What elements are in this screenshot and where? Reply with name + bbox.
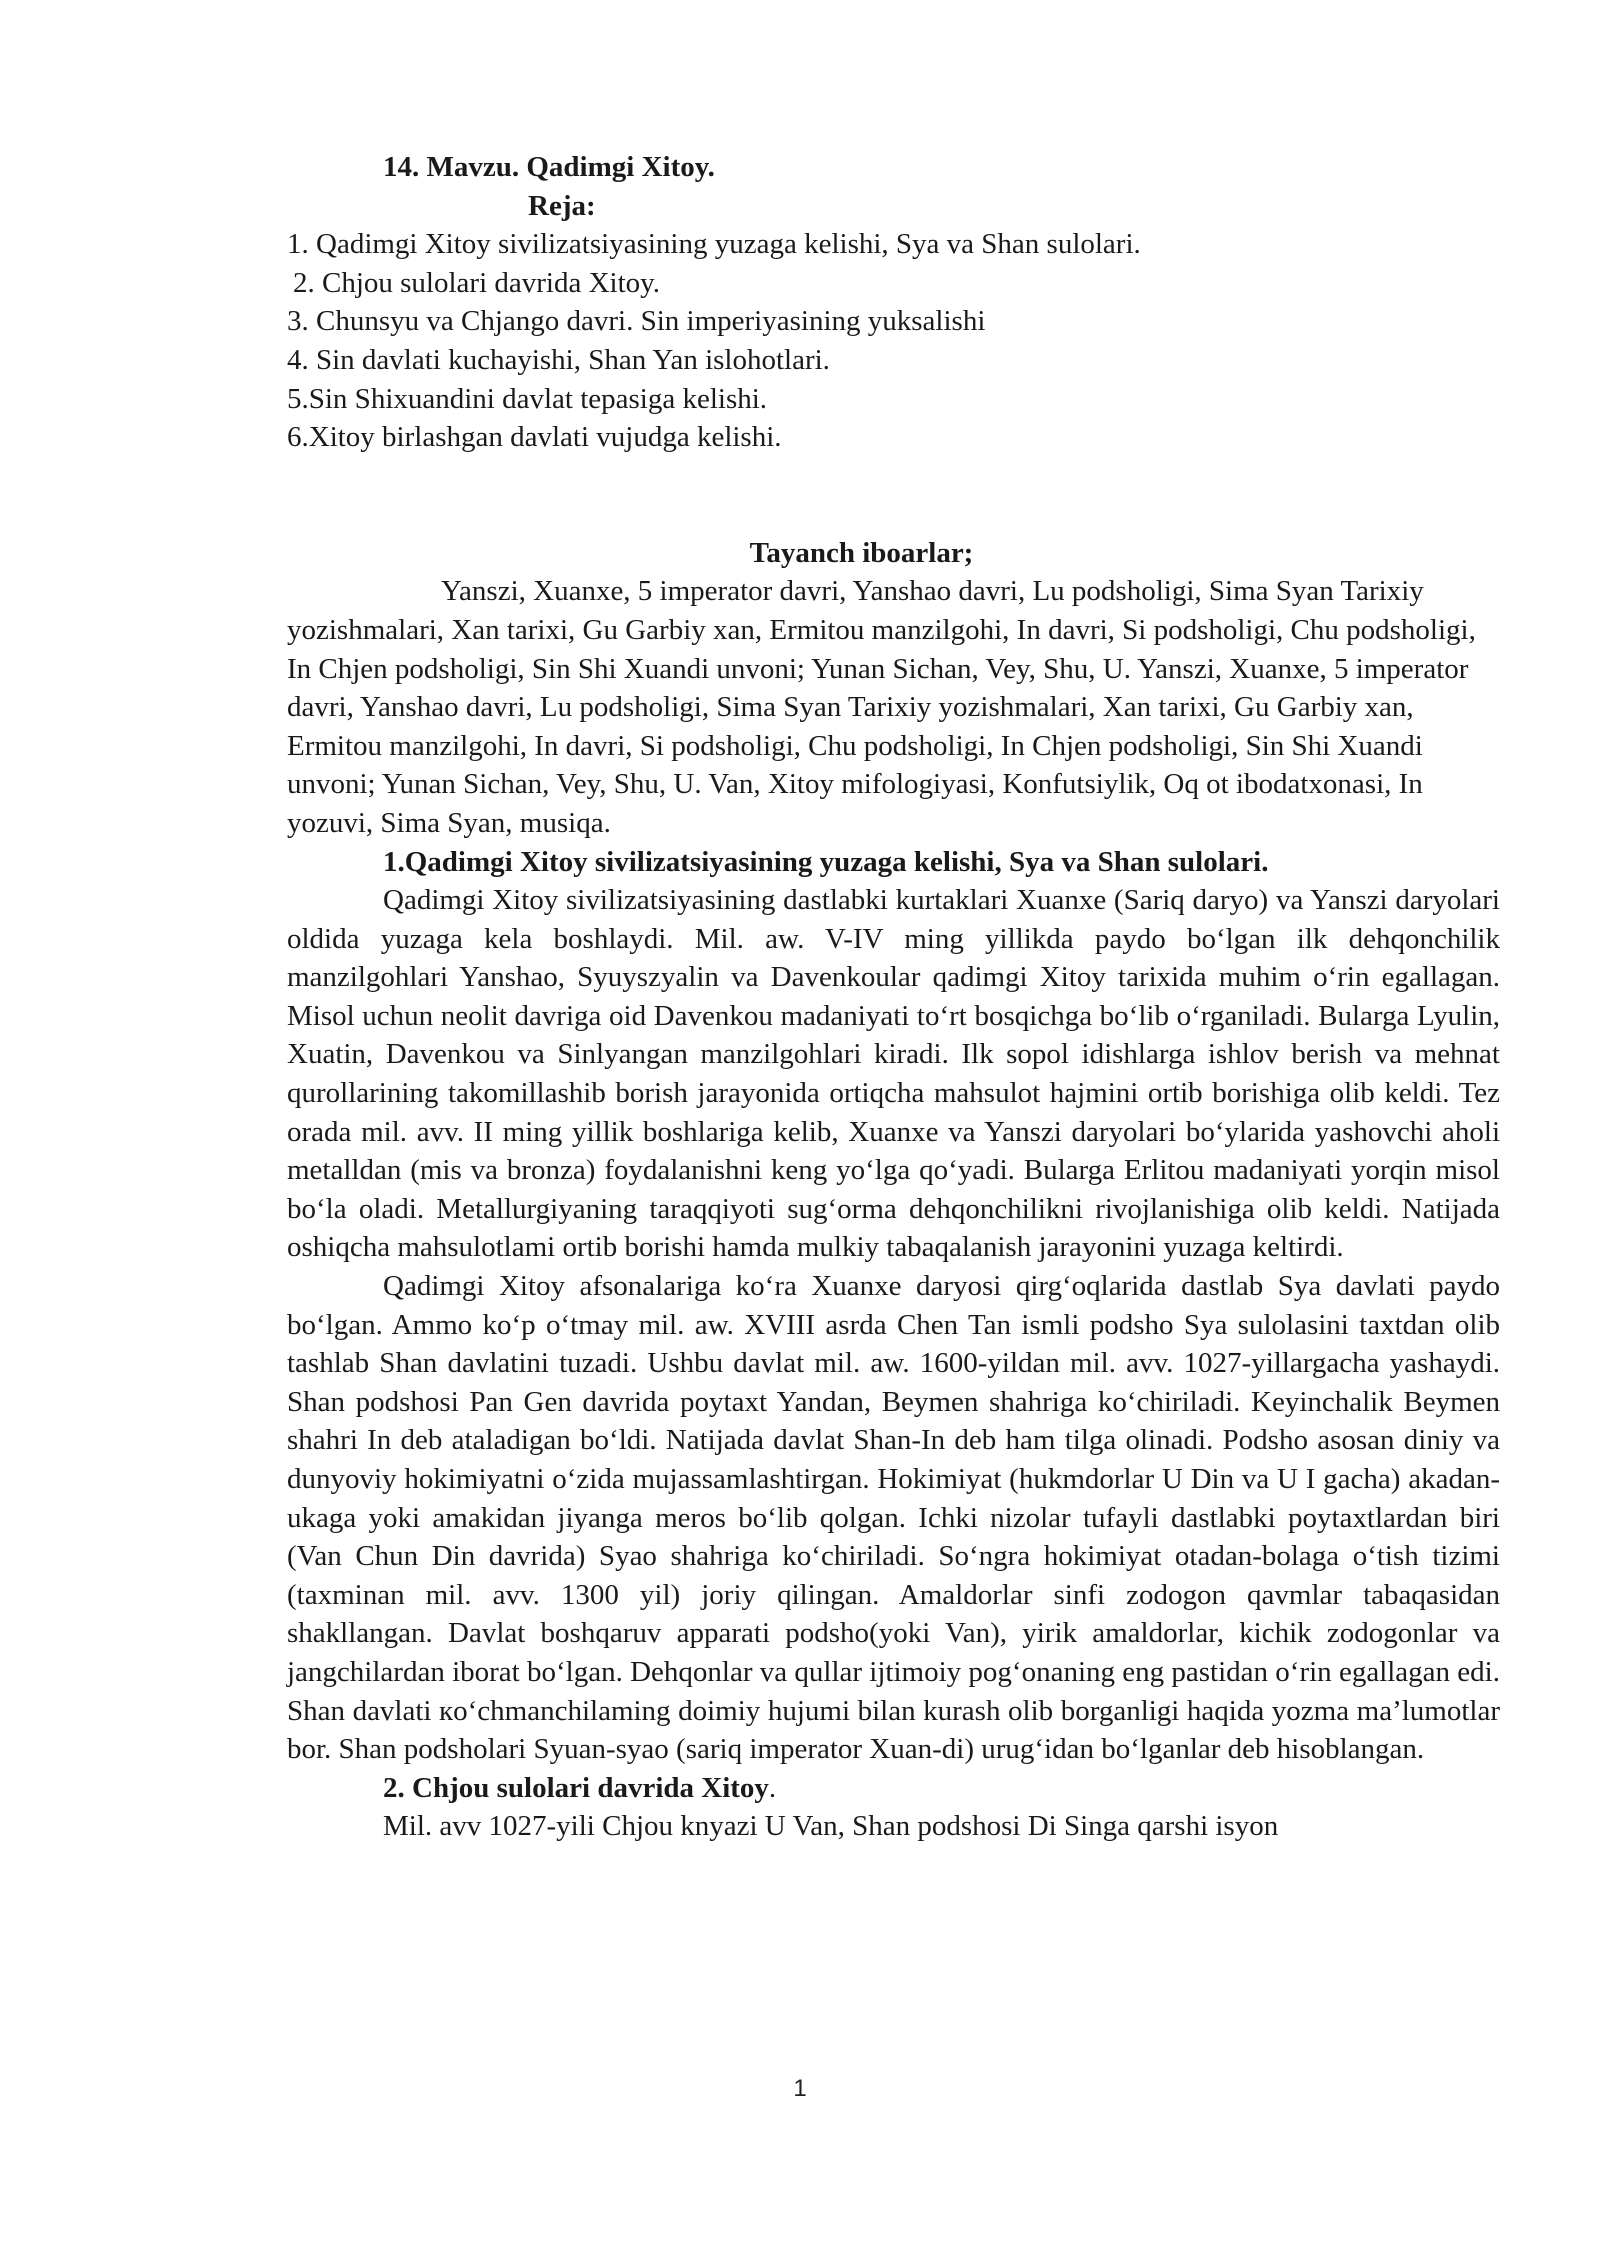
plan-item: 1. Qadimgi Xitoy sivilizatsiyasining yuzaga kelishi, Sya va Shan sulolari. bbox=[287, 228, 1141, 261]
plan-item: 4. Sin davlati kuchayishi, Shan Yan islohotlari. bbox=[287, 343, 830, 376]
document-title: 14. Mavzu. Qadimgi Xitoy. bbox=[383, 151, 715, 183]
plan-item: 6.Xitoy birlashgan davlati vujudga kelishi. bbox=[287, 421, 782, 454]
page-number: 1 bbox=[793, 2075, 807, 2102]
plan-label: Reja: bbox=[528, 189, 596, 222]
plan-item: 5.Sin Shixuandini davlat tepasiga kelishi. bbox=[287, 382, 768, 415]
plan-item: 3. Chunsyu va Chjango davri. Sin imperiyasining yuksalishi bbox=[287, 305, 986, 338]
section-2-heading-text: 2. Chjou sulolari davrida Xitoy bbox=[383, 1771, 769, 1804]
keywords-paragraph: Yanszi, Xuanxe, 5 imperator davri, Yanshao davri, Lu podsholigi, Sima Syan Tarixiy yozishmalari, Xan tarixi, Gu Garbiy xan, Ermitou manzilgohi, In davri, Si podsholigi, Chu podsholigi, In Chjen podsholigi, Sin Shi Xuandi unvoni; Yunan Sichan, Vey, Shu, U. Yanszi, Xuanxe, 5 imperator davri, Yanshao davri, Lu podsholigi, Sima Syan Tarixiy yozishmalari, Xan tarixi, Gu Garbiy xan, Ermitou manzilgohi, In davri, Si podsholigi, Chu podsholigi, In Chjen podsholigi, Sin Shi Xuandi unvoni; Yunan Sichan, Vey, Shu, U. Van, Xitoy mifologiyasi, Konfutsiylik, Oq ot ibodatxonasi, In yozuvi, Sima Syan, musiqa. bbox=[287, 575, 1476, 839]
plan-list bbox=[287, 225, 1500, 457]
section-1-paragraph-2: Qadimgi Xitoy afsonalariga ko‘ra Xuanxe daryosi qirg‘oqlarida dastlab Sya davlati paydo bo‘lgan. Ammo ko‘p o‘tmay mil. aw. XVIII asrda Chen Tan ismli podsho Sya sulolasini taxtdan olib tashlab Shan davlatini tuzadi. Ushbu davlat mil. aw. 1600-yildan mil. avv. 1027-yillargacha yashaydi. Shan podshosi Pan Gen davrida poytaxt Yandan, Beymen shahriga ko‘chiriladi. Keyinchalik Beymen shahri In deb ataladigan bo‘ldi. Natijada davlat Shan-In deb ham tilga olinadi. Podsho asosan diniy va dunyoviy hokimiyatni o‘zida mujassamlashtirgan. Hokimiyat (hukmdorlar U Din va U I gacha) akadan-ukaga yoki amakidan jiyanga meros bo‘lib qolgan. Ichki nizolar tufayli dastlabki poytaxtlardan biri (Van Chun Din davrida) Syao shahriga ko‘chiriladi. So‘ngra hokimiyat otadan-bolaga o‘tish tizimi (taxminan mil. avv. 1300 yil) joriy qilingan. Amaldorlar sinfi zodogon qavmlar tabaqasidan shakllangan. Davlat boshqaruv apparati podsho(yoki Van), yirik amaldorlar, kichik zodogonlar va jangchilardan iborat bo‘lgan. Dehqonlar va qullar ijtimoiy pog‘onaning eng pastidan o‘rin egallagan edi. Shan davlati кo‘chmanchilaming doimiy hujumi bilan kurash olib borganligi haqida yozma ma’lumotlar bor. Shan podsholari Syuan-syao (sariq imperator Xuan-di) urug‘idan bo‘lganlar deb hisoblangan. bbox=[287, 1270, 1500, 1766]
section-2-heading bbox=[287, 1769, 1500, 1808]
section-1-paragraph-1: Qadimgi Xitoy sivilizatsiyasining dastlabki kurtaklari Xuanxe (Sariq daryo) va Yanszi daryolari oldida yuzaga kela boshlaydi. Mil. aw. V-IV ming yillikda paydo bo‘lgan ilk dehqonchilik manzilgohlari Yanshao, Syuyszyalin va Davenkoular qadimgi Xitoy tarixida muhim o‘rin egallagan. Misol uchun neolit davriga oid Davenkou madaniyati to‘rt bosqichga bo‘lib o‘rganiladi. Bularga Lyulin, Xuatin, Davenkou va Sinlyangan manzilgohlari kiradi. Ilk sopol idishlarga ishlov berish va mehnat qurollarining takomillashib borish jarayonida ortiqcha mahsulot hajmini ortib borishiga olib keldi. Tez orada mil. avv. II ming yillik boshlariga kelib, Xuanxe va Yanszi daryolari bo‘ylarida yashovchi aholi metalldan (mis va bronza) foydalanishni keng yo‘lga qo‘yadi. Bularga Erlitou madaniyati yorqin misol bo‘la oladi. Metallurgiyaning taraqqiyoti sug‘orma dehqonchilikni rivojlanishiga olib keldi. Natijada oshiqcha mahsulotlami ortib borishi hamda mulkiy tabaqalanish jarayonini yuzaga keltirdi. bbox=[287, 884, 1500, 1264]
blank-space bbox=[287, 457, 1500, 534]
section-2-paragraph-1: Mil. avv 1027-yili Chjou knyazi U Van, Shan podshosi Di Singa qarshi isyon bbox=[383, 1810, 1279, 1843]
section-2-heading-period: . bbox=[768, 1771, 777, 1804]
section-1-heading: 1.Qadimgi Xitoy sivilizatsiyasining yuzaga kelishi, Sya va Shan sulolari. bbox=[383, 845, 1269, 878]
plan-item: 2. Chjou sulolari davrida Xitoy. bbox=[293, 266, 661, 299]
document-body bbox=[287, 148, 1500, 1846]
keywords-heading: Tayanch iboarlar; bbox=[749, 536, 974, 569]
